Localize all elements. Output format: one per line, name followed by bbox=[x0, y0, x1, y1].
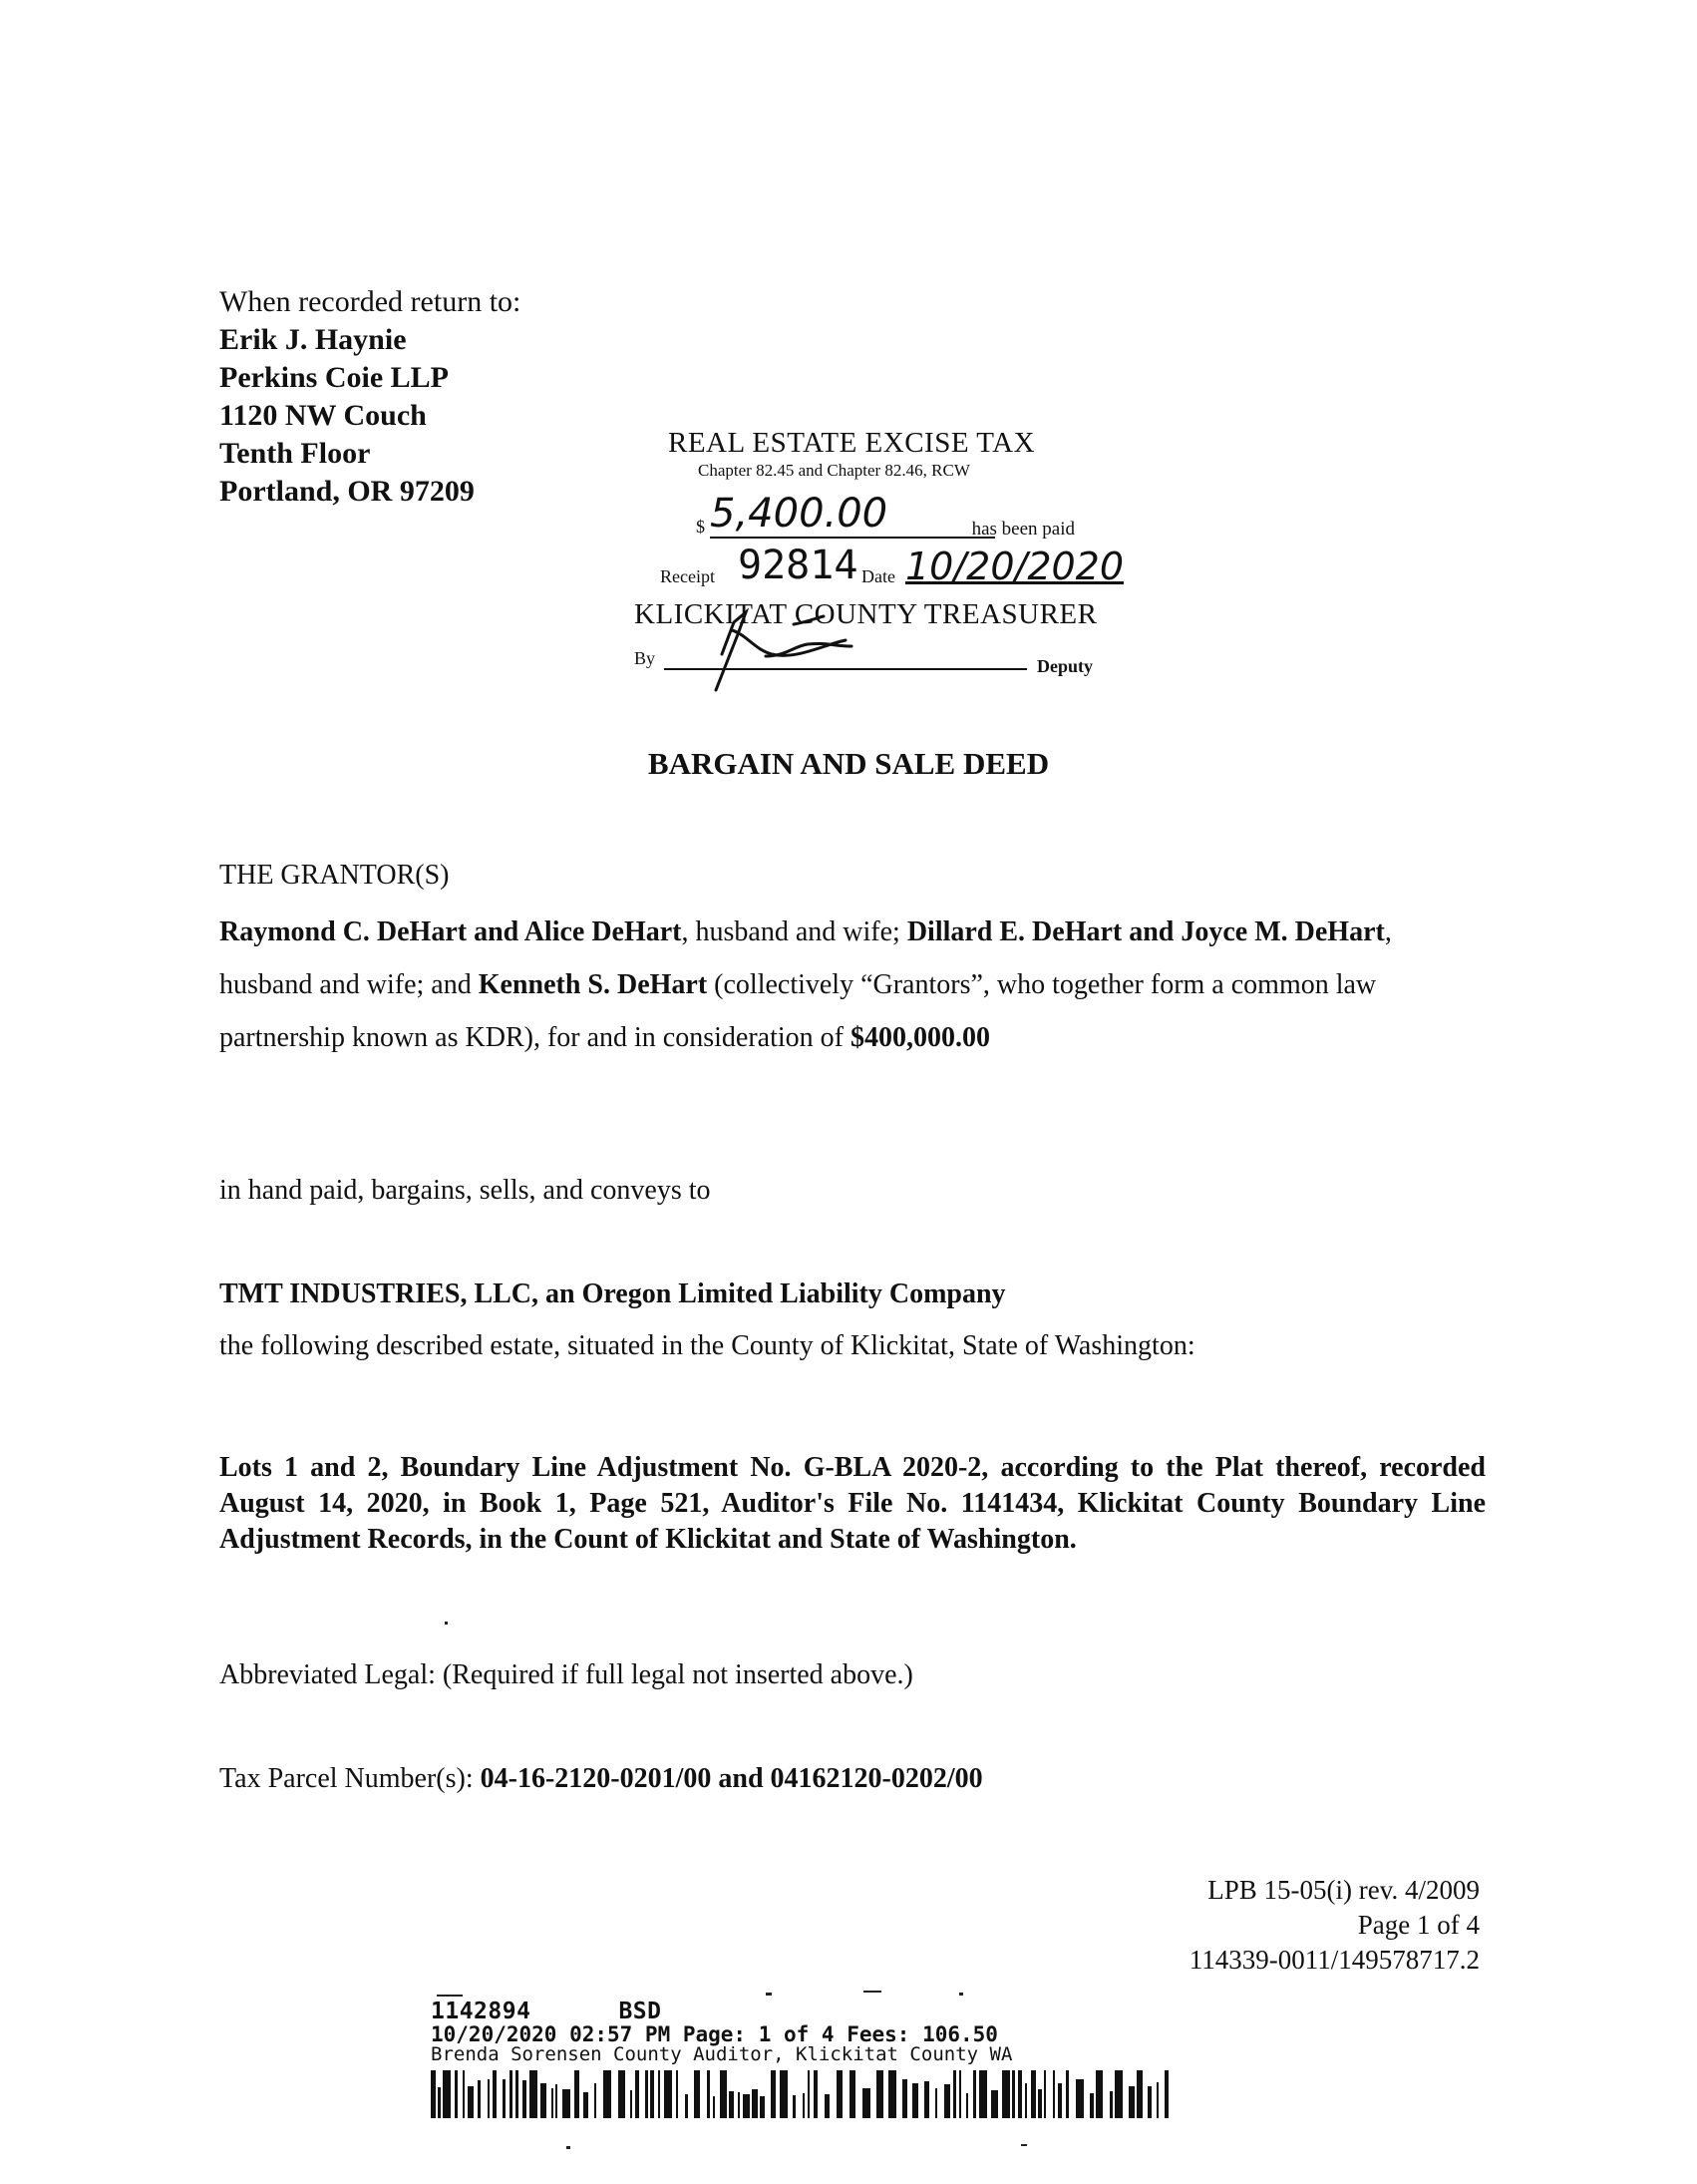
barcode-bar bbox=[713, 2096, 715, 2118]
barcode-bar bbox=[1038, 2089, 1042, 2118]
document-number: 114339-0011/149578717.2 bbox=[1188, 1945, 1480, 1975]
barcode-bar bbox=[814, 2070, 818, 2118]
barcode-bar bbox=[603, 2070, 611, 2118]
stamp-chapter: Chapter 82.45 and Chapter 82.46, RCW bbox=[698, 461, 970, 480]
barcode-bar bbox=[555, 2084, 557, 2118]
barcode-bar bbox=[738, 2092, 740, 2118]
barcode-bar bbox=[650, 2070, 654, 2118]
barcode-bar bbox=[707, 2070, 710, 2118]
stamp-amount-row bbox=[696, 491, 1075, 541]
grantor-tail: (collectively “Grantors”, who together form a common law partnership known as KDR), for and in consideration of bbox=[219, 969, 1377, 1053]
barcode-bar bbox=[478, 2080, 481, 2118]
stamp-amount-line bbox=[710, 537, 995, 539]
barcode-bar bbox=[551, 2088, 553, 2118]
barcode-bar bbox=[594, 2083, 596, 2118]
recording-stamp bbox=[431, 1999, 1012, 2064]
barcode-bar bbox=[618, 2070, 625, 2118]
barcode-bar bbox=[1165, 2070, 1169, 2118]
barcode-bar bbox=[1066, 2070, 1069, 2118]
excise-tax-stamp bbox=[626, 419, 1125, 688]
return-to-floor: Tenth Floor bbox=[219, 437, 371, 470]
barcode-bar bbox=[1053, 2070, 1055, 2118]
estate-clause: the following described estate, situated in the County of Klickitat, State of Washington: bbox=[219, 1330, 1195, 1361]
form-identifier bbox=[1189, 1873, 1480, 1978]
barcode-bar bbox=[912, 2083, 918, 2118]
barcode-bar bbox=[780, 2070, 788, 2118]
barcode-bar bbox=[1148, 2086, 1152, 2118]
barcode-bar bbox=[1044, 2070, 1046, 2118]
form-number: LPB 15-05(i) rev. 4/2009 bbox=[1207, 1875, 1480, 1905]
stamp-receipt-number: 92814 bbox=[738, 543, 858, 588]
scan-speck bbox=[566, 2146, 570, 2149]
grantor-label: THE GRANTOR(S) bbox=[219, 860, 450, 891]
stamp-date-label: Date bbox=[861, 566, 895, 586]
recording-doc-type: BSD bbox=[618, 1999, 662, 2024]
barcode-bar bbox=[1115, 2070, 1123, 2118]
barcode-bar bbox=[438, 2087, 441, 2118]
return-to-firm: Perkins Coie LLP bbox=[219, 361, 449, 394]
stamp-amount: 5,400.00 bbox=[710, 491, 888, 537]
barcode-bar bbox=[540, 2083, 546, 2118]
barcode-bar bbox=[793, 2095, 796, 2118]
barcode-bar bbox=[664, 2070, 672, 2118]
barcode-bar bbox=[935, 2088, 937, 2118]
barcode-bar bbox=[1025, 2083, 1027, 2118]
barcode-bar bbox=[583, 2092, 588, 2118]
barcode-bar bbox=[1110, 2091, 1113, 2118]
scan-speck bbox=[863, 1991, 881, 1993]
barcode-bar bbox=[944, 2084, 950, 2118]
grantor-1: Raymond C. DeHart and Alice DeHart bbox=[219, 916, 682, 947]
barcode-bar bbox=[529, 2070, 537, 2118]
grantee: TMT INDUSTRIES, LLC, an Oregon Limited Liability Company bbox=[219, 1278, 1006, 1309]
tax-parcel-label: Tax Parcel Number(s): bbox=[219, 1763, 481, 1794]
stamp-date-value: 10/20/2020 bbox=[905, 545, 1125, 588]
barcode-bar bbox=[959, 2070, 961, 2118]
tax-parcel-numbers: 04-16-2120-0201/00 and 04162120-0202/00 bbox=[480, 1763, 983, 1794]
barcode-bar bbox=[888, 2070, 896, 2118]
barcode-bar bbox=[1012, 2070, 1015, 2118]
barcode-bar bbox=[1018, 2070, 1022, 2118]
barcode-bar bbox=[676, 2070, 678, 2118]
barcode-bar bbox=[771, 2070, 776, 2118]
barcode-bar bbox=[953, 2070, 956, 2118]
stamp-treasurer: KLICKITAT COUNTY TREASURER bbox=[634, 598, 1098, 630]
barcode-bar bbox=[685, 2094, 688, 2118]
barcode-bar bbox=[1129, 2086, 1135, 2118]
stamp-paid-text: has been paid bbox=[971, 519, 1075, 540]
barcode-bar bbox=[694, 2070, 700, 2118]
barcode-bar bbox=[645, 2070, 648, 2118]
recording-auditor: Brenda Sorensen County Auditor, Klickitat County WA bbox=[431, 2043, 1013, 2065]
barcode-bar bbox=[515, 2070, 518, 2118]
barcode-bar bbox=[1096, 2070, 1103, 2118]
barcode-bar bbox=[825, 2094, 830, 2118]
barcode-bar bbox=[808, 2070, 810, 2118]
barcode-bar bbox=[1157, 2082, 1159, 2118]
scan-speck bbox=[437, 1995, 463, 1997]
barcode-bar bbox=[488, 2079, 490, 2118]
barcode-bar bbox=[443, 2070, 451, 2118]
return-to-label: When recorded return to: bbox=[219, 285, 521, 318]
barcode-bar bbox=[973, 2070, 976, 2118]
legal-description: Lots 1 and 2, Boundary Line Adjustment No. G-BLA 2020-2, according to the Plat thereof, recorded August 14, 2020, in Book 1, Page 521, Auditor's File No. 1141434, Klickitat County Boundary Line Adjustment Records, in the Count of Klickitat and State of Washington. bbox=[219, 1452, 1486, 1555]
grantor-paragraph bbox=[219, 906, 1486, 1064]
barcode-bar bbox=[902, 2079, 907, 2118]
barcode-bar bbox=[455, 2070, 458, 2118]
barcode-bar bbox=[493, 2070, 497, 2118]
recording-details: 10/20/2020 02:57 PM Page: 1 of 4 Fees: 106.50 bbox=[431, 2022, 998, 2046]
barcode-bar bbox=[991, 2090, 998, 2118]
grantor-2-relation: , husband and wife; and bbox=[219, 916, 1392, 1000]
scan-speck bbox=[445, 1622, 448, 1625]
grantor-2: Dillard E. DeHart and Joyce M. DeHart bbox=[906, 916, 1385, 947]
barcode-bar bbox=[720, 2070, 727, 2118]
barcode-bar bbox=[760, 2096, 765, 2118]
return-to-city: Portland, OR 97209 bbox=[219, 475, 475, 508]
barcode-bar bbox=[849, 2070, 855, 2118]
barcode-bar bbox=[574, 2070, 579, 2118]
barcode-bar bbox=[463, 2070, 465, 2118]
barcode-bar bbox=[803, 2093, 805, 2118]
barcode-bar bbox=[1090, 2093, 1094, 2118]
barcode-bar bbox=[924, 2081, 929, 2118]
abbreviated-legal: Abbreviated Legal: (Required if full legal not inserted above.) bbox=[219, 1659, 913, 1690]
barcode-bar bbox=[522, 2080, 526, 2118]
barcode-bar bbox=[1137, 2070, 1143, 2118]
barcode-bar bbox=[862, 2088, 870, 2118]
scan-speck bbox=[1021, 2144, 1027, 2146]
stamp-deputy-label: Deputy bbox=[1036, 656, 1093, 676]
grantor-3: Kenneth S. DeHart bbox=[478, 969, 708, 1000]
scan-speck bbox=[959, 1993, 963, 1996]
barcode-bar bbox=[743, 2094, 750, 2118]
stamp-by-label: By bbox=[634, 648, 656, 668]
barcode-bar bbox=[1002, 2070, 1010, 2118]
stamp-receipt-row bbox=[660, 543, 1125, 592]
conveyance-clause: in hand paid, bargains, sells, and conveys to bbox=[219, 1175, 711, 1206]
barcode-bar bbox=[752, 2089, 758, 2118]
barcode-bar bbox=[630, 2090, 632, 2118]
grantor-1-relation: , husband and wife; bbox=[681, 916, 907, 947]
page-indicator: Page 1 of 4 bbox=[1357, 1910, 1480, 1940]
barcode-bar bbox=[431, 2070, 436, 2118]
scan-speck bbox=[766, 1993, 772, 1996]
barcode-bar bbox=[658, 2070, 660, 2118]
barcode-bar bbox=[966, 2093, 968, 2118]
return-to-street: 1120 NW Couch bbox=[219, 399, 427, 432]
barcode-bar bbox=[1058, 2083, 1062, 2118]
return-to-block bbox=[219, 283, 520, 511]
barcode-bar bbox=[509, 2070, 512, 2118]
return-to-name: Erik J. Haynie bbox=[219, 323, 407, 356]
barcode-bar bbox=[876, 2070, 883, 2118]
deputy-signature bbox=[676, 594, 875, 694]
stamp-receipt-label: Receipt bbox=[660, 566, 715, 586]
consideration-amount: $400,000.00 bbox=[849, 1022, 990, 1053]
tax-parcel-line bbox=[219, 1763, 1486, 1795]
barcode-bar bbox=[1031, 2070, 1036, 2118]
barcode-bar bbox=[503, 2079, 506, 2118]
deed-title: BARGAIN AND SALE DEED bbox=[647, 746, 1050, 781]
stamp-dollar-sign: $ bbox=[696, 517, 705, 537]
barcode-bar bbox=[979, 2070, 987, 2118]
barcode-bar bbox=[1076, 2079, 1084, 2118]
barcode-bar bbox=[729, 2091, 734, 2118]
stamp-title: REAL ESTATE EXCISE TAX bbox=[668, 427, 1036, 459]
barcode-bar bbox=[468, 2086, 474, 2118]
recording-file-number: 1142894 bbox=[431, 1999, 531, 2024]
barcode-bar bbox=[837, 2070, 843, 2118]
barcode-bar bbox=[635, 2070, 639, 2118]
recording-barcode bbox=[431, 2070, 1169, 2118]
barcode-bar bbox=[562, 2089, 570, 2118]
